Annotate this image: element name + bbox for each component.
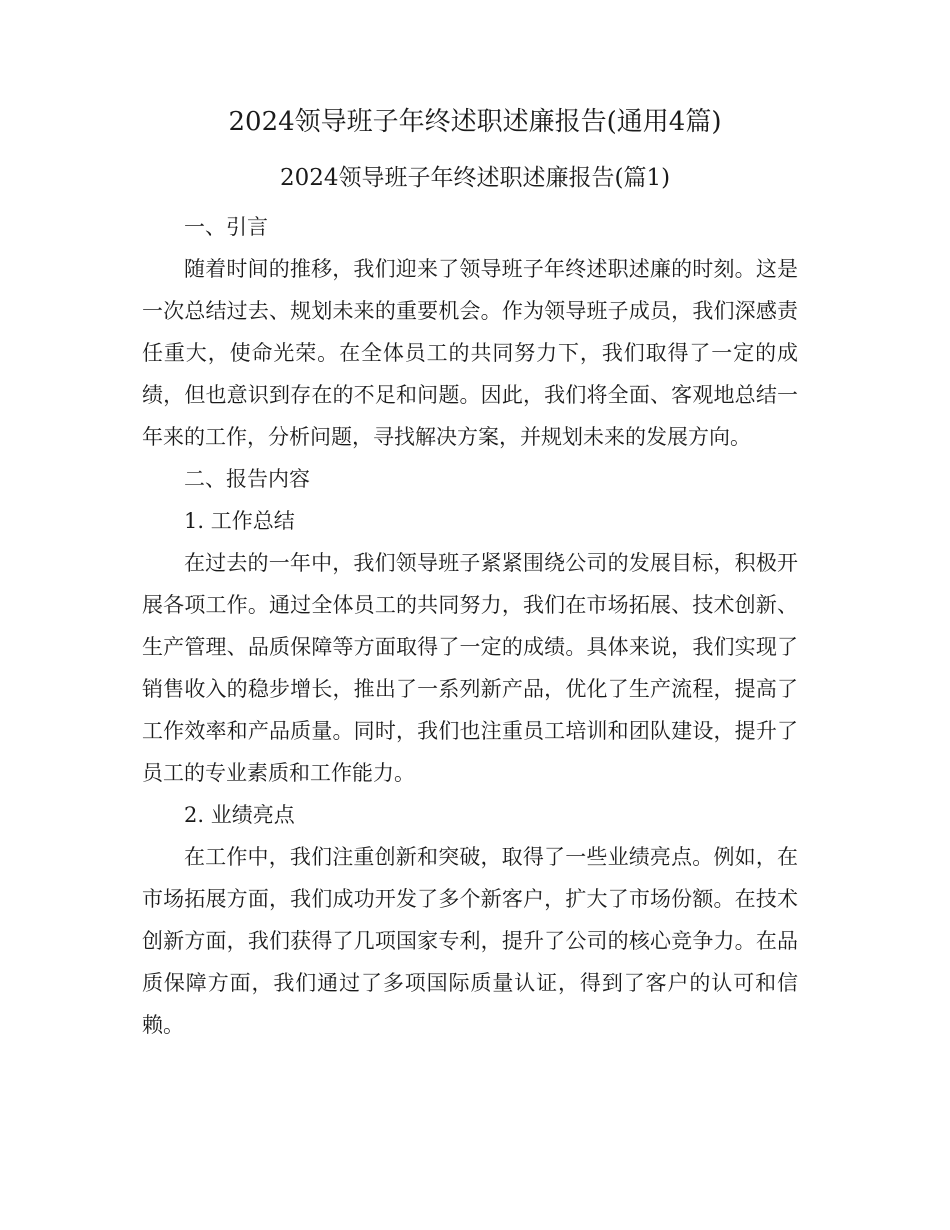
document-subtitle: 2024领导班子年终述职述廉报告(篇1) bbox=[279, 165, 671, 191]
document-body bbox=[142, 206, 798, 1046]
paragraph-highlights: 在工作中，我们注重创新和突破，取得了一些业绩亮点。例如，在市场拓展方面，我们成功开发了多个新客户，扩大了市场份额。在技术创新方面，我们获得了几项国家专利，提升了公司的核心竞争力。在品质保障方面，我们通过了多项国际质量认证，得到了客户的认可和信赖。 bbox=[142, 845, 798, 1037]
paragraph-work-summary: 在过去的一年中，我们领导班子紧紧围绕公司的发展目标，积极开展各项工作。通过全体员工的共同努力，我们在市场拓展、技术创新、生产管理、品质保障等方面取得了一定的成绩。具体来说，我们实现了销售收入的稳步增长，推出了一系列新产品，优化了生产流程，提高了工作效率和产品质量。同时，我们也注重员工培训和团队建设，提升了员工的专业素质和工作能力。 bbox=[142, 551, 798, 785]
section-heading-intro: 一、引言 bbox=[184, 215, 268, 239]
subsection-heading-work-summary: 1. 工作总结 bbox=[184, 509, 295, 533]
section-heading-report: 二、报告内容 bbox=[184, 467, 310, 491]
subsection-heading-highlights: 2. 业绩亮点 bbox=[184, 803, 295, 827]
document-title: 2024领导班子年终述职述廉报告(通用4篇) bbox=[228, 107, 722, 137]
paragraph-intro: 随着时间的推移，我们迎来了领导班子年终述职述廉的时刻。这是一次总结过去、规划未来的重要机会。作为领导班子成员，我们深感责任重大，使命光荣。在全体员工的共同努力下，我们取得了一定的成绩，但也意识到存在的不足和问题。因此，我们将全面、客观地总结一年来的工作，分析问题，寻找解决方案，并规划未来的发展方向。 bbox=[142, 257, 798, 449]
